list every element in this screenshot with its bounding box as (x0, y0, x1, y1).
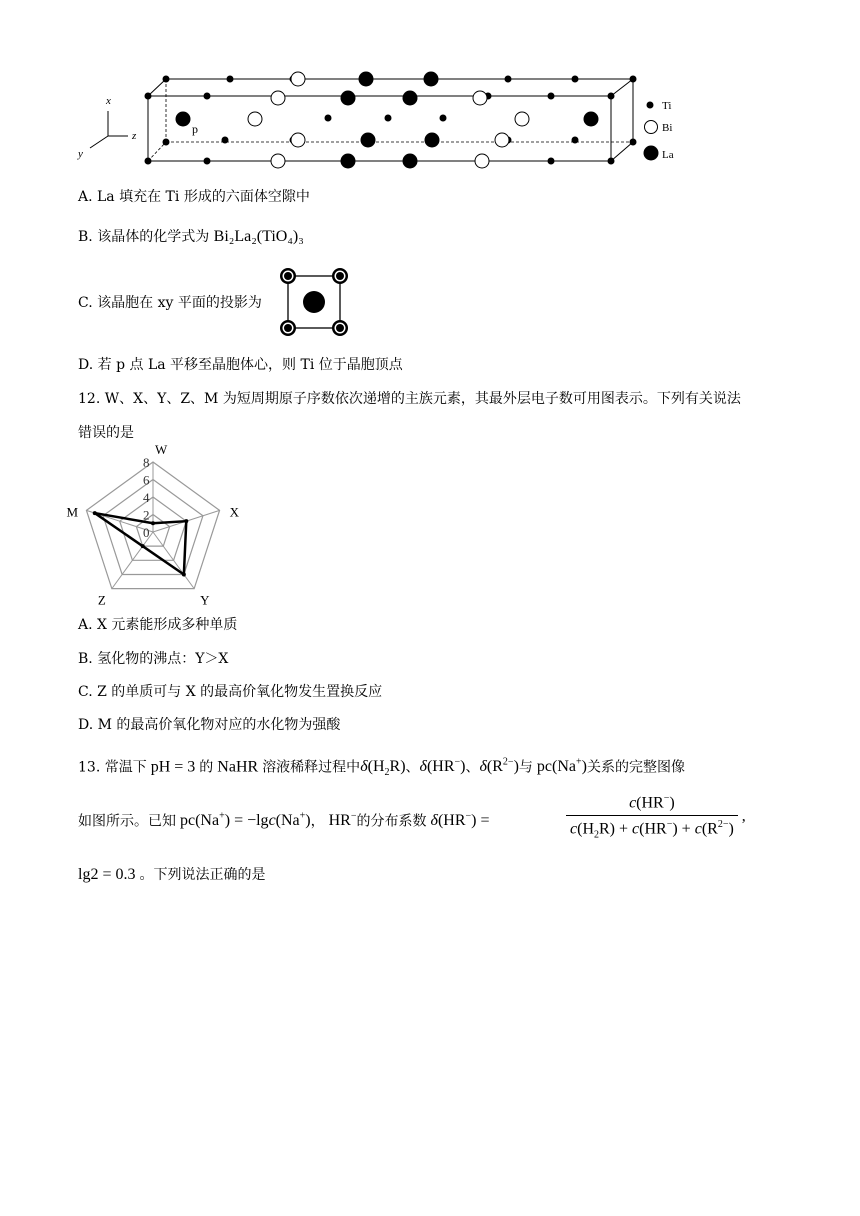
radar-axis-label-m: M (66, 504, 78, 520)
q12-option-c: C. Z 的单质可与 X 的最高价氧化物发生置换反应 (78, 684, 383, 700)
q13-text: 的 (199, 759, 214, 776)
q13-text: 、 (405, 759, 420, 776)
q11-option-b (78, 228, 304, 246)
legend-la: La (662, 149, 674, 161)
q11-option-b-prefix: B. 该晶体的化学式为 (78, 229, 210, 245)
q13-text: 、 (465, 759, 480, 776)
radar-data-point (93, 511, 97, 515)
radar-chart (66, 442, 255, 608)
legend-ti: Ti (662, 100, 672, 112)
q11-option-b-formula: Bi₂La₂(TiO₄)₃ (213, 228, 304, 245)
q13-text: 的分布系数 (356, 813, 427, 830)
radar-data-point (151, 521, 155, 525)
q13-text: ， (310, 813, 325, 830)
radar-tick-label: 8 (143, 455, 150, 470)
axis-y-label: y (78, 148, 83, 160)
axis-x-label: x (106, 95, 111, 107)
radar-tick-label: 0 (143, 525, 150, 540)
q13-number: 13. (78, 759, 101, 776)
radar-tick-label: 6 (143, 472, 150, 488)
q13-line3: lg2 = 0.3 。下列说法正确的是 (78, 866, 266, 883)
q13-text: 与 (518, 759, 533, 776)
radar-series-line (95, 513, 187, 574)
q13-text: 。下列说法正确的是 (139, 867, 266, 883)
crystal-cell-figure (70, 66, 690, 176)
axis-z-label: z (132, 130, 137, 142)
q12-option-a: A. X 元素能形成多种单质 (78, 617, 238, 633)
radar-data-point (182, 572, 186, 576)
q13-line1: 13. 常温下 pH = 3 的 NaHR 溶液稀释过程中$\delta(H_2R)$、δ(HR−)、$\delta(R^{2-})$与 pc(Na+)关系的完整图像 (78, 757, 685, 779)
q13-text: 常温下 (104, 759, 147, 776)
legend-bi: Bi (662, 122, 673, 134)
q12-stem-line2: 错误的是 (78, 425, 134, 441)
q13-text: 溶液稀释过程中 (262, 759, 361, 776)
q11-option-a: A. La 填充在 Ti 形成的六面体空隙中 (78, 189, 310, 205)
radar-axis-label-z: Z (97, 592, 106, 608)
radar-data-point (184, 519, 188, 523)
radar-data-point (141, 544, 145, 548)
q13-fraction: $\frac{c(HR^-)}{c(H_2R) + c(HR^-) + c(R^{2-})}$ , (566, 793, 746, 841)
radar-axis-label-x: X (229, 504, 239, 520)
point-p-label: p (192, 122, 198, 136)
q13-text: 如图所示。已知 (78, 813, 176, 830)
q11-option-d: D. 若 p 点 La 平移至晶胞体心，则 Ti 位于晶胞顶点 (78, 357, 403, 373)
q11-option-c: C. 该晶胞在 xy 平面的投影为 (78, 295, 262, 311)
q13-line2: 如图所示。已知 pc(Na+) = −lgc(Na+)， HR−的分布系数 δ(HR−) = (78, 811, 490, 830)
q12-option-d: D. M 的最高价氧化物对应的水化物为强酸 (78, 717, 341, 733)
radar-axis-label-w: W (155, 442, 168, 457)
q12-option-b: B. 氢化物的沸点：Y＞X (78, 651, 229, 667)
radar-tick-label: 4 (143, 490, 150, 505)
radar-axis-label-y: Y (200, 592, 210, 608)
radar-tick-label: 2 (143, 507, 150, 523)
xy-projection-figure (276, 266, 356, 336)
q13-text: 关系的完整图像 (586, 759, 685, 776)
q12-stem-line1: 12. W、X、Y、Z、M 为短周期原子序数依次递增的主族元素，其最外层电子数可用图表示。下列有关说法 (78, 391, 741, 407)
